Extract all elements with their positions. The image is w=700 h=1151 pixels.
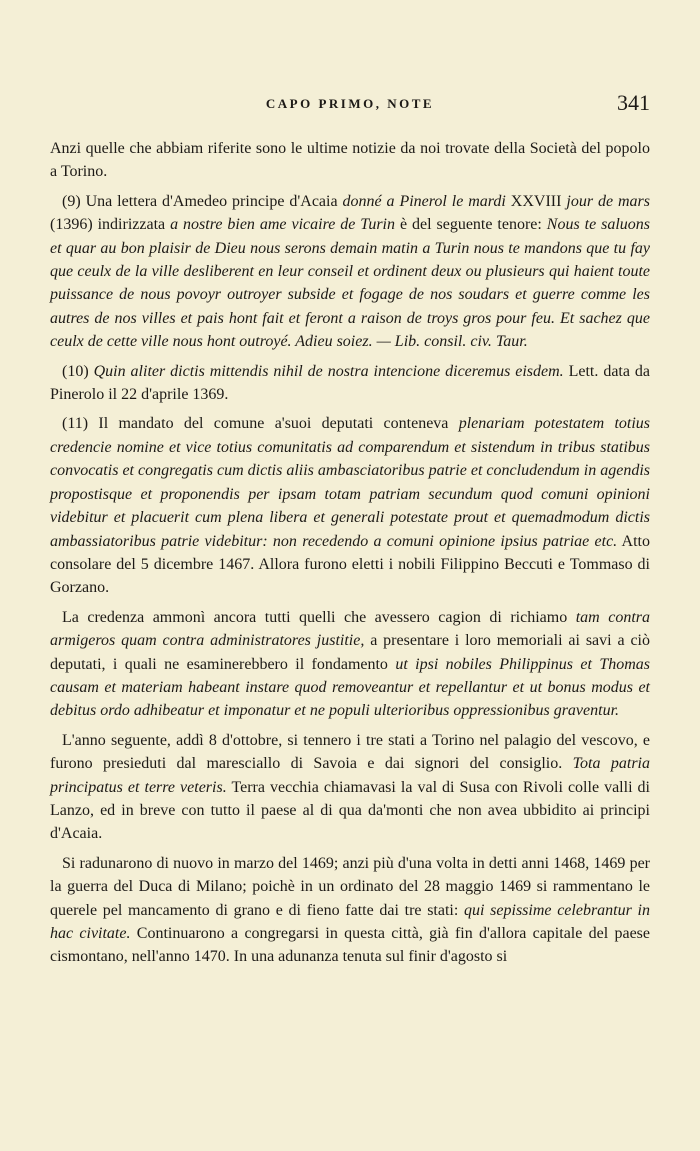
- text-run: La credenza ammonì ancora tutti quelli che avessero cagion di richiamo: [62, 608, 576, 626]
- italic-run: jour de mars: [566, 192, 651, 210]
- italic-run: qui sepissime celebrantur in hac civitate.: [50, 901, 650, 942]
- text-run: Anzi quelle che abbiam riferite sono le ultime notizie da noi trovate della Società del popolo a Torino.: [50, 140, 650, 181]
- page-number: 341: [617, 90, 650, 115]
- italic-run: ut ipsi nobiles Philippinus et Thomas causam et materiam habeant instare quod removeantur et repellantur et ut bonus modus et debitus ordo adhibeatur et imponatur et ne populi ulterioribus oppressionibus graventur.: [50, 655, 651, 720]
- italic-run: plenariam potestatem totius credencie nomine et vice totius comunitatis ad comparendum et sistendum in tribus statibus convocatis et congregatis cum dictis aliis ambasciatoribus patrie et concludendum in agendis propostisque et proponendis per ipsam totam patriam secundum quod comuni opinioni videbitur et placuerit cum plena libera et generali potestate prout et quemadmodum dictis ambassiatoribus patrie videbitur: non recedendo a comuni opinione ipsius patriae etc.: [50, 415, 651, 550]
- running-head: CAPO PRIMO, NOTE: [265, 96, 435, 111]
- page-header: [50, 90, 650, 120]
- text-run: L'anno seguente, addì 8 d'ottobre, si tennero i tre stati a Torino nel palagio del vescovo, e furono presieduti dal maresciallo di Savoia e dai signori del consiglio.: [50, 731, 650, 773]
- italic-run: Nous te saluons et quar au bon plaisir de Dieu nous serons demain matin a Turin nous te mandons que tu fay que ceulx de la ville desliberent en leur conseil et ordinent deux ou plusieurs qui haient toute puissance de nous povoyr outroyer subside et fogage de nos soudars et guerre comme les autres de nos villes et pais hont fait et feront a raison de troys gros pour feu. Et sachez que ceulx de cette ville nous hont outroyé. Adieu soiez. — Lib. consil. civ. Taur.: [50, 216, 651, 351]
- text-run: Si radunarono di nuovo in marzo del 1469; anzi più d'una volta in detti anni 1468, 1469 per la guerra del Duca di Milano; poichè in un ordinato del 28 maggio 1469 si rammentano le querele pel mancamento di grano e di fieno fatte dai tre stati:: [50, 854, 650, 919]
- paragraph: [50, 606, 650, 723]
- italic-run: a nostre bien ame vicaire de Turin: [170, 216, 395, 234]
- text-run: (1396) indirizzata: [50, 216, 171, 234]
- italic-run: tam contra armigeros quam contra administratores justitie,: [50, 608, 651, 650]
- italic-run: Tota patria principatus et terre veteris.: [50, 755, 650, 796]
- page-body: [50, 137, 650, 975]
- text-run: a presentare i loro memoriali ai savi a ciò deputati, i quali ne esaminerebbero il fondamento: [50, 632, 650, 673]
- text-run: XXVIII: [505, 192, 567, 210]
- text-run: (11) Il mandato del comune a'suoi deputati conteneva: [62, 415, 459, 433]
- text-run: è del seguente tenore:: [395, 216, 547, 234]
- text-run: Lett. data da Pinerolo il 22 d'aprile 1369.: [50, 362, 651, 404]
- text-run: Terra vecchia chiamavasi la val di Susa con Rivoli colle valli di Lanzo, ed in breve con tutto il paese al di qua da'monti che non avea ubbidito ai principi d'Acaia.: [50, 778, 651, 843]
- text-run: Atto consolare del 5 dicembre 1467. Allora furono eletti i nobili Filippino Beccuti e Tommaso di Gorzano.: [50, 532, 651, 597]
- italic-run: Quin aliter dictis mittendis nihil de nostra intencione diceremus eisdem.: [93, 362, 564, 380]
- note-11-paragraph: [50, 412, 650, 599]
- paragraph: [50, 729, 650, 846]
- paragraph: [50, 137, 650, 184]
- note-9-paragraph: [50, 190, 650, 354]
- note-10-paragraph: [50, 360, 650, 407]
- italic-run: donné a Pinerol le mardi: [342, 192, 506, 210]
- paragraph: [50, 852, 650, 969]
- text-run: (10): [62, 362, 94, 380]
- text-run: Continuarono a congregarsi in questa città, già fin d'allora capitale del paese cismontano, nell'anno 1470. In una adunanza tenuta sul finir d'agosto si: [50, 925, 651, 966]
- text-run: (9) Una lettera d'Amedeo principe d'Acaia: [62, 192, 343, 210]
